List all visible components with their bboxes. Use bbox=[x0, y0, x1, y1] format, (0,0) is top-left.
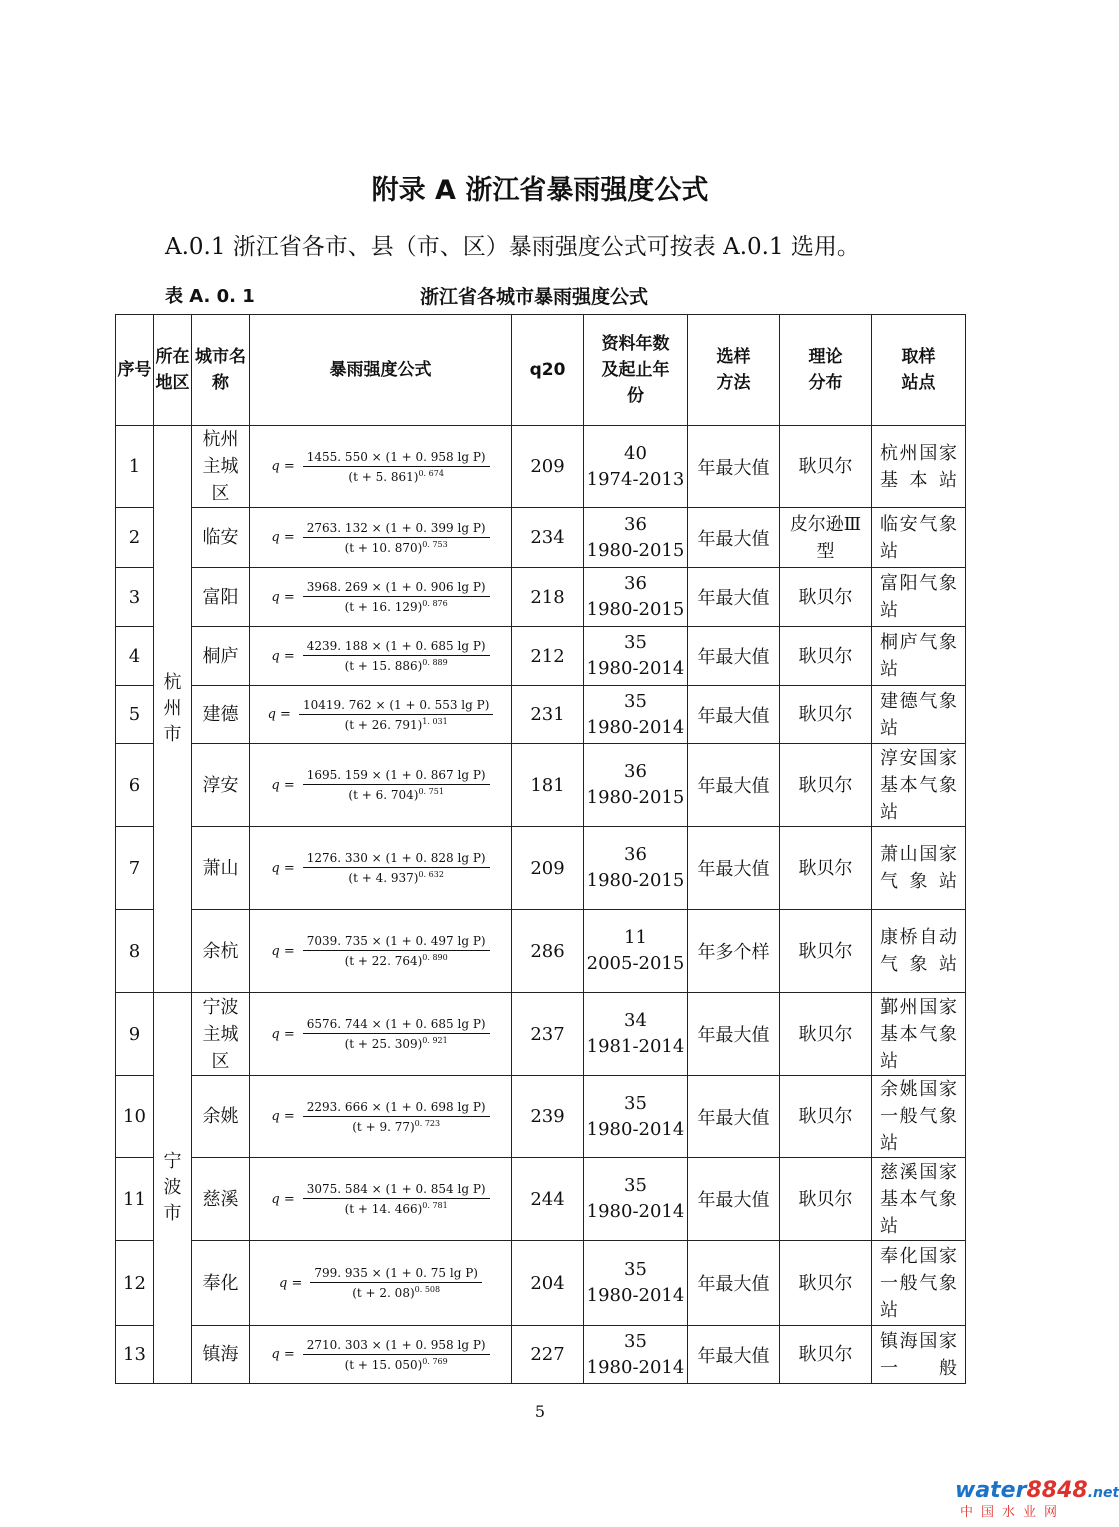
distribution: 耿贝尔 bbox=[780, 744, 872, 827]
header-city: 城市名称 bbox=[192, 315, 250, 426]
formula-numerator: 2293. 666 × (1 + 0. 698 lg P) bbox=[303, 1100, 490, 1117]
formula-denominator: (t + 15. 886) bbox=[344, 659, 423, 673]
table-row bbox=[116, 686, 966, 744]
formula-exponent: 0. 876 bbox=[422, 599, 448, 608]
sampling-method: 年多个样 bbox=[688, 910, 780, 993]
formula-cell: q = $\frac{\text{799. 935 × (1 + 0. 75 lg P)}}{(t + 2. 08)^{0. 508}}$ bbox=[250, 1241, 512, 1326]
sampling-method: 年最大值 bbox=[688, 1158, 780, 1241]
sampling-method: 年最大值 bbox=[688, 627, 780, 686]
station-name: 鄞州国家基本气象站 bbox=[872, 993, 966, 1076]
years-cell bbox=[584, 1241, 688, 1326]
years-count: 40 bbox=[624, 442, 647, 464]
years-span: 1981-2014 bbox=[586, 1036, 685, 1057]
sampling-method: 年最大值 bbox=[688, 686, 780, 744]
formula-exponent: 0. 781 bbox=[422, 1201, 448, 1210]
formula-numerator: 2763. 132 × (1 + 0. 399 lg P) bbox=[303, 521, 490, 538]
formula-cell: q = $\frac{\text{4239. 188 × (1 + 0. 685 lg P)}}{(t + 15. 886)^{0. 889}}$ bbox=[250, 627, 512, 686]
years-count: 35 bbox=[624, 1259, 647, 1280]
q20-value: 227 bbox=[512, 1326, 584, 1384]
formula-cell: q = $\frac{\text{1455. 550 × (1 + 0. 958 lg P)}}{(t + 5. 861)^{0. 674}}$ bbox=[250, 426, 512, 508]
formula-exponent: 0. 508 bbox=[414, 1285, 441, 1294]
formula-denominator: (t + 14. 466) bbox=[344, 1202, 423, 1216]
table-row bbox=[116, 1326, 966, 1384]
years-count: 34 bbox=[624, 1010, 647, 1031]
formula-denominator: (t + 25. 309) bbox=[344, 1037, 423, 1051]
row-no: 6 bbox=[116, 744, 154, 827]
formula-denominator: (t + 5. 861) bbox=[348, 469, 419, 484]
distribution: 耿贝尔 bbox=[780, 1241, 872, 1326]
years-count: 35 bbox=[624, 1092, 647, 1114]
sampling-method: 年最大值 bbox=[688, 508, 780, 568]
city-name: 余杭 bbox=[192, 910, 250, 993]
station-name: 淳安国家基本气象站 bbox=[872, 744, 966, 827]
q20-value: 209 bbox=[512, 827, 584, 910]
row-no: 11 bbox=[116, 1158, 154, 1241]
formula-numerator: 799. 935 × (1 + 0. 75 lg P) bbox=[310, 1266, 482, 1283]
row-no: 5 bbox=[116, 686, 154, 744]
years-cell bbox=[584, 627, 688, 686]
sampling-method: 年最大值 bbox=[688, 1241, 780, 1326]
years-count: 35 bbox=[624, 1330, 647, 1352]
row-no: 8 bbox=[116, 910, 154, 993]
years-span: 1980-2014 bbox=[586, 658, 685, 679]
page-heading: 附录 A 浙江省暴雨强度公式 bbox=[371, 175, 709, 206]
formula-denominator: (t + 10. 870) bbox=[344, 540, 423, 555]
rainfall-formula-table bbox=[115, 314, 966, 1384]
q20-value: 234 bbox=[512, 508, 584, 568]
years-count: 35 bbox=[624, 632, 647, 653]
q20-value: 239 bbox=[512, 1076, 584, 1158]
station-name: 临安气象站 bbox=[872, 508, 966, 568]
years-span: 2005-2015 bbox=[586, 953, 685, 974]
years-cell bbox=[584, 910, 688, 993]
station-name: 桐庐气象站 bbox=[872, 627, 966, 686]
station-name: 萧山国家气象站 bbox=[872, 827, 966, 910]
row-no: 10 bbox=[116, 1076, 154, 1158]
years-count: 36 bbox=[624, 573, 647, 594]
years-count: 36 bbox=[624, 844, 647, 865]
header-years: 资料年数及起止年份 bbox=[584, 315, 688, 426]
row-no: 2 bbox=[116, 508, 154, 568]
formula-numerator: 3968. 269 × (1 + 0. 906 lg P) bbox=[303, 580, 490, 597]
sampling-method: 年最大值 bbox=[688, 1076, 780, 1158]
formula-cell: q = $\frac{\text{2763. 132 × (1 + 0. 399 lg P)}}{(t + 10. 870)^{0. 753}}$ bbox=[250, 508, 512, 568]
years-cell bbox=[584, 568, 688, 627]
formula-exponent: 0. 889 bbox=[422, 658, 448, 667]
formula-numerator: 6576. 744 × (1 + 0. 685 lg P) bbox=[303, 1017, 490, 1034]
years-cell bbox=[584, 993, 688, 1076]
table-label: 表 A. 0. 1 bbox=[165, 286, 255, 307]
years-count: 36 bbox=[624, 513, 647, 535]
years-span: 1980-2015 bbox=[586, 599, 685, 620]
watermark-logo bbox=[955, 1478, 1119, 1520]
distribution: 耿贝尔 bbox=[780, 686, 872, 744]
row-no: 3 bbox=[116, 568, 154, 627]
years-span: 1980-2015 bbox=[586, 870, 685, 891]
formula-denominator: (t + 16. 129) bbox=[344, 600, 423, 614]
header-q20: q20 bbox=[512, 315, 584, 426]
distribution: 耿贝尔 bbox=[780, 426, 872, 508]
distribution: 耿贝尔 bbox=[780, 627, 872, 686]
logo-digits: 8848 bbox=[1026, 1478, 1088, 1503]
years-count: 35 bbox=[624, 690, 647, 712]
region-hangzhou: 杭州市 bbox=[154, 426, 192, 993]
distribution: 耿贝尔 bbox=[780, 910, 872, 993]
q20-value: 244 bbox=[512, 1158, 584, 1241]
table-row bbox=[116, 993, 966, 1076]
city-name: 临安 bbox=[192, 508, 250, 568]
header-dist: 理论分布 bbox=[780, 315, 872, 426]
city-name: 建德 bbox=[192, 686, 250, 744]
years-span: 1980-2015 bbox=[586, 787, 685, 808]
years-count: 11 bbox=[624, 927, 647, 948]
q20-value: 218 bbox=[512, 568, 584, 627]
formula-numerator: 7039. 735 × (1 + 0. 497 lg P) bbox=[303, 934, 490, 951]
q20-value: 231 bbox=[512, 686, 584, 744]
table-row bbox=[116, 1076, 966, 1158]
table-row bbox=[116, 426, 966, 508]
table-body bbox=[116, 426, 966, 1384]
formula-denominator: (t + 26. 791) bbox=[344, 717, 423, 732]
q20-value: 286 bbox=[512, 910, 584, 993]
formula-numerator: 2710. 303 × (1 + 0. 958 lg P) bbox=[303, 1338, 490, 1355]
formula-exponent: 0. 751 bbox=[418, 787, 444, 796]
formula-cell: q = $\frac{\text{2293. 666 × (1 + 0. 698 lg P)}}{(t + 9. 77)^{0. 723}}$ bbox=[250, 1076, 512, 1158]
distribution: 耿贝尔 bbox=[780, 1326, 872, 1384]
region-ningbo: 宁波市 bbox=[154, 993, 192, 1384]
formula-exponent: 1. 031 bbox=[422, 716, 448, 726]
formula-numerator: 10419. 762 × (1 + 0. 553 lg P) bbox=[299, 698, 493, 715]
city-name: 萧山 bbox=[192, 827, 250, 910]
table-header-row bbox=[116, 315, 966, 426]
formula-cell: q = $\frac{\text{7039. 735 × (1 + 0. 497 lg P)}}{(t + 22. 764)^{0. 890}}$ bbox=[250, 910, 512, 993]
years-count: 36 bbox=[624, 761, 647, 782]
formula-exponent: 0. 890 bbox=[422, 953, 448, 962]
years-span: 1974-2013 bbox=[586, 468, 685, 490]
formula-exponent: 0. 769 bbox=[422, 1356, 448, 1366]
years-cell bbox=[584, 744, 688, 827]
distribution: 皮尔逊Ⅲ型 bbox=[780, 508, 872, 568]
sampling-method: 年最大值 bbox=[688, 1326, 780, 1384]
distribution: 耿贝尔 bbox=[780, 1158, 872, 1241]
table-row bbox=[116, 910, 966, 993]
row-no: 9 bbox=[116, 993, 154, 1076]
formula-cell: q = $\frac{\text{1276. 330 × (1 + 0. 828 lg P)}}{(t + 4. 937)^{0. 632}}$ bbox=[250, 827, 512, 910]
city-name: 桐庐 bbox=[192, 627, 250, 686]
city-name: 奉化 bbox=[192, 1241, 250, 1326]
logo-tagline: 中国水业网 bbox=[959, 1505, 1065, 1520]
table-row bbox=[116, 1241, 966, 1326]
formula-numerator: 1455. 550 × (1 + 0. 958 lg P) bbox=[303, 450, 490, 467]
table-row bbox=[116, 744, 966, 827]
station-name: 康桥自动气象站 bbox=[872, 910, 966, 993]
header-region: 所在地区 bbox=[154, 315, 192, 426]
years-cell bbox=[584, 1158, 688, 1241]
sampling-method: 年最大值 bbox=[688, 426, 780, 508]
logo-suffix: .net bbox=[1087, 1485, 1119, 1501]
city-name: 慈溪 bbox=[192, 1158, 250, 1241]
station-name: 镇海国家一般 bbox=[872, 1326, 966, 1384]
station-name: 建德气象站 bbox=[872, 686, 966, 744]
city-name: 余姚 bbox=[192, 1076, 250, 1158]
row-no: 7 bbox=[116, 827, 154, 910]
table-row bbox=[116, 568, 966, 627]
formula-denominator: (t + 2. 08) bbox=[352, 1286, 415, 1300]
station-name: 杭州国家基本站 bbox=[872, 426, 966, 508]
table-row bbox=[116, 1158, 966, 1241]
header-formula: 暴雨强度公式 bbox=[250, 315, 512, 426]
years-cell bbox=[584, 1326, 688, 1384]
formula-numerator: 1695. 159 × (1 + 0. 867 lg P) bbox=[303, 768, 490, 785]
distribution: 耿贝尔 bbox=[780, 1076, 872, 1158]
table-row bbox=[116, 508, 966, 568]
q20-value: 209 bbox=[512, 426, 584, 508]
formula-cell: q = $\frac{\text{3968. 269 × (1 + 0. 906 lg P)}}{(t + 16. 129)^{0. 876}}$ bbox=[250, 568, 512, 627]
logo-brand: water bbox=[955, 1478, 1027, 1503]
header-method: 选样方法 bbox=[688, 315, 780, 426]
years-span: 1980-2014 bbox=[586, 1118, 685, 1140]
years-span: 1980-2014 bbox=[586, 1356, 685, 1378]
page-number: 5 bbox=[534, 1402, 546, 1421]
station-name: 奉化国家一般气象站 bbox=[872, 1241, 966, 1326]
city-name: 杭州主城区 bbox=[192, 426, 250, 508]
city-name: 镇海 bbox=[192, 1326, 250, 1384]
formula-exponent: 0. 674 bbox=[418, 468, 444, 478]
row-no: 12 bbox=[116, 1241, 154, 1326]
header-no: 序号 bbox=[116, 315, 154, 426]
formula-denominator: (t + 15. 050) bbox=[344, 1357, 423, 1372]
years-span: 1980-2015 bbox=[586, 539, 685, 561]
intro-text: A.0.1 浙江省各市、县（市、区）暴雨强度公式可按表 A.0.1 选用。 bbox=[165, 234, 860, 260]
q20-value: 237 bbox=[512, 993, 584, 1076]
formula-cell: q = $\frac{\text{2710. 303 × (1 + 0. 958 lg P)}}{(t + 15. 050)^{0. 769}}$ bbox=[250, 1326, 512, 1384]
years-cell bbox=[584, 1076, 688, 1158]
formula-denominator: (t + 9. 77) bbox=[352, 1119, 415, 1134]
years-span: 1980-2014 bbox=[586, 716, 685, 738]
station-name: 富阳气象站 bbox=[872, 568, 966, 627]
header-station: 取样站点 bbox=[872, 315, 966, 426]
city-name: 宁波主城区 bbox=[192, 993, 250, 1076]
formula-denominator: (t + 22. 764) bbox=[344, 954, 423, 968]
years-count: 35 bbox=[624, 1175, 647, 1196]
formula-exponent: 0. 921 bbox=[422, 1036, 448, 1045]
row-no: 4 bbox=[116, 627, 154, 686]
years-cell bbox=[584, 508, 688, 568]
sampling-method: 年最大值 bbox=[688, 993, 780, 1076]
distribution: 耿贝尔 bbox=[780, 568, 872, 627]
table-row bbox=[116, 827, 966, 910]
sampling-method: 年最大值 bbox=[688, 568, 780, 627]
formula-cell: q = $\frac{\text{10419. 762 × (1 + 0. 553 lg P)}}{(t + 26. 791)^{1. 031}}$ bbox=[250, 686, 512, 744]
q20-value: 212 bbox=[512, 627, 584, 686]
years-cell bbox=[584, 686, 688, 744]
sampling-method: 年最大值 bbox=[688, 744, 780, 827]
table-row bbox=[116, 627, 966, 686]
formula-numerator: 3075. 584 × (1 + 0. 854 lg P) bbox=[303, 1182, 490, 1199]
formula-cell: q = $\frac{\text{3075. 584 × (1 + 0. 854 lg P)}}{(t + 14. 466)^{0. 781}}$ bbox=[250, 1158, 512, 1241]
city-name: 淳安 bbox=[192, 744, 250, 827]
q20-value: 181 bbox=[512, 744, 584, 827]
sampling-method: 年最大值 bbox=[688, 827, 780, 910]
station-name: 余姚国家一般气象站 bbox=[872, 1076, 966, 1158]
formula-exponent: 0. 723 bbox=[414, 1118, 441, 1128]
row-no: 1 bbox=[116, 426, 154, 508]
formula-exponent: 0. 632 bbox=[418, 870, 444, 879]
formula-exponent: 0. 753 bbox=[422, 539, 448, 549]
formula-numerator: 1276. 330 × (1 + 0. 828 lg P) bbox=[303, 851, 490, 868]
formula-cell: q = $\frac{\text{6576. 744 × (1 + 0. 685 lg P)}}{(t + 25. 309)^{0. 921}}$ bbox=[250, 993, 512, 1076]
formula-cell: q = $\frac{\text{1695. 159 × (1 + 0. 867 lg P)}}{(t + 6. 704)^{0. 751}}$ bbox=[250, 744, 512, 827]
formula-denominator: (t + 6. 704) bbox=[348, 788, 419, 802]
formula-numerator: 4239. 188 × (1 + 0. 685 lg P) bbox=[303, 639, 490, 656]
distribution: 耿贝尔 bbox=[780, 993, 872, 1076]
q20-value: 204 bbox=[512, 1241, 584, 1326]
years-cell bbox=[584, 827, 688, 910]
years-span: 1980-2014 bbox=[586, 1285, 685, 1306]
station-name: 慈溪国家基本气象站 bbox=[872, 1158, 966, 1241]
distribution: 耿贝尔 bbox=[780, 827, 872, 910]
row-no: 13 bbox=[116, 1326, 154, 1384]
formula-denominator: (t + 4. 937) bbox=[348, 871, 419, 885]
years-cell bbox=[584, 426, 688, 508]
city-name: 富阳 bbox=[192, 568, 250, 627]
table-caption: 浙江省各城市暴雨强度公式 bbox=[420, 286, 649, 308]
years-span: 1980-2014 bbox=[586, 1201, 685, 1222]
